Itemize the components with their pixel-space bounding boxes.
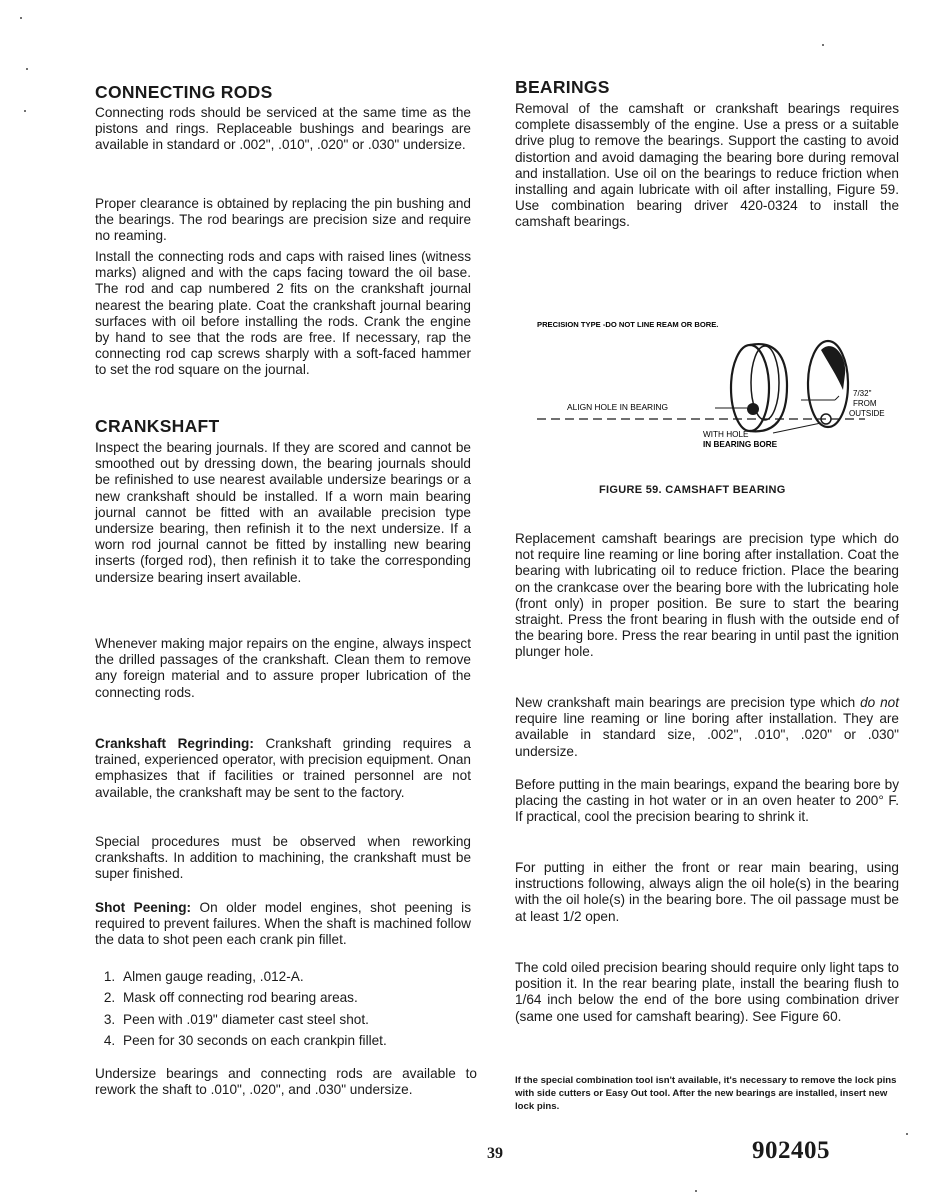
crankshaft-closing-para: Undersize bearings and connecting rods are available to rework the shaft to .010", .020", and .030" undersize. (95, 1066, 477, 1098)
crankshaft-para-1: Inspect the bearing journals. If they are scored and cannot be smoothed out by dressing down, the bearing journals should be refinished to use nearest available undersize bearings or a new crankshaft should be installed. If a worn main bearing journal cannot be fitted with an available precision type undersize bearing, then refinish it to the next undersize. If a worn rod journal cannot be fitted by installing new bearing inserts (forged rod), then refinish it to take the corresponding undersize bearing insert available. (95, 440, 471, 585)
for-putting-para: For putting in either the front or rear main bearing, using instructions following, always align the oil hole(s) in the bearing with the oil hole(s) in the bearing bore. The oil passage must be at least 1/2 open. (515, 860, 899, 924)
connecting-rods-para-3: Install the connecting rods and caps with raised lines (witness marks) aligned and with the caps facing toward the oil base. The rod and cap numbered 2 fits on the crankshaft journal nearest the bearing plate. Coat the crankshaft journal bearing surfaces with oil before installing the rods. Crank the engine by hand to see that the rods are free. If necessary, rap the connecting rod cap screws sharply with a soft-faced hammer to set the rod square on the journal. (95, 249, 471, 378)
camshaft-bearing-illustration (535, 316, 905, 456)
dimension-arrow (835, 396, 839, 400)
list-item: 4. Peen for 30 seconds on each crankpin fillet. (119, 1030, 471, 1051)
regrinding-label: Crankshaft Regrinding: (95, 736, 254, 751)
connecting-rods-heading: CONNECTING RODS (95, 82, 273, 102)
scan-speck (24, 110, 26, 112)
list-item: 1. Almen gauge reading, .012-A. (119, 966, 471, 987)
dimension-label-1: 7/32" (853, 389, 872, 398)
scan-speck (906, 1133, 908, 1135)
dimension-label-2: FROM (853, 399, 877, 408)
bearing-front-ring (731, 345, 769, 431)
align-hole-label: ALIGN HOLE IN BEARING (567, 402, 668, 412)
bearings-heading: BEARINGS (515, 77, 610, 97)
new-crankshaft-para (515, 695, 899, 760)
figure-59 (535, 316, 905, 456)
figure-top-label: PRECISION TYPE -DO NOT LINE REAM OR BORE. (537, 320, 719, 329)
connecting-rods-para-1: Connecting rods should be serviced at the same time as the pistons and rings. Replaceable bushings and bearings are available in standard or .002", .010", .020" or .030" undersize. (95, 105, 471, 153)
before-putting-para: Before putting in the main bearings, expand the bearing bore by placing the casting in hot water or in an oven heater to 200° F. If practical, cool the precision bearing to shrink it. (515, 777, 899, 825)
shot-peening-steps (95, 966, 471, 1051)
new-crankshaft-text-1: New crankshaft main bearings are precision type which (515, 695, 861, 710)
replacement-camshaft-para: Replacement camshaft bearings are precision type which do not require line reaming or line boring after installation. Coat the bearing with lubricating oil to reduce friction. Place the bearing on the crankcase over the bearing bore with the lubricating hole (front only) in proper position. Be sure to start the bearing straight. Press the front bearing in flush with the outside end of the bearing bore. Press the rear bearing in until past the ignition plunger hole. (515, 531, 899, 660)
crankshaft-regrinding-para (95, 736, 471, 801)
with-hole-label-1: WITH HOLE (703, 430, 749, 439)
bearing-oil-hole (747, 403, 759, 415)
new-crankshaft-text-2: require line reaming or line boring after installation. They are available in standard size, .002", .010", .020" or .030" undersize. (515, 711, 899, 759)
regrinding-text: Crankshaft grinding requires a trained, experienced operator, with precision equipment. Onan emphasizes that if facilities or trained personnel are not available, the crankshaft may be sent to the factory. (95, 736, 471, 800)
peening-label: Shot Peening: (95, 900, 192, 915)
figure-59-caption: FIGURE 59. CAMSHAFT BEARING (599, 484, 786, 496)
scan-speck (26, 68, 28, 70)
cold-oiled-para: The cold oiled precision bearing should require only light taps to position it. In the rear bearing plate, install the bearing flush to 1/64 inch below the end of the bore using combination driver (same one used for camshaft bearing). See Figure 60. (515, 960, 899, 1024)
shot-peening-para (95, 900, 471, 949)
list-item: 2. Mask off connecting rod bearing areas. (119, 987, 471, 1008)
document-number: 902405 (752, 1137, 830, 1164)
scan-speck (20, 17, 22, 19)
page-number: 39 (487, 1145, 503, 1162)
crankshaft-para-2: Whenever making major repairs on the engine, always inspect the drilled passages of the crankshaft. Clean them to remove any foreign material and to assure proper lubrication of the connecting rods. (95, 636, 471, 700)
connecting-rods-para-2: Proper clearance is obtained by replacing the pin bushing and the bearings. The rod bearings are precision size and require no reaming. (95, 196, 471, 244)
crankshaft-special-para: Special procedures must be observed when reworking crankshafts. In addition to machining, the crankshaft must be super finished. (95, 834, 471, 882)
dimension-label-3: OUTSIDE (849, 409, 885, 418)
crankshaft-heading: CRANKSHAFT (95, 416, 220, 436)
list-item: 3. Peen with .019" diameter cast steel shot. (119, 1009, 471, 1030)
peening-text: On older model engines, shot peening is required to prevent failures. When the shaft is machined follow the data to shot peen each crank pin fillet. (95, 900, 471, 948)
scan-speck (695, 1190, 697, 1192)
lock-pins-note: If the special combination tool isn't available, it's necessary to remove the lock pins with side cutters or Easy Out tool. After the new bearings are installed, insert new lock pins. (515, 1075, 897, 1112)
with-hole-leader-line (773, 423, 821, 433)
with-hole-label-2: IN BEARING BORE (703, 440, 778, 449)
scan-speck (822, 44, 824, 46)
bearings-para-1: Removal of the camshaft or crankshaft bearings requires complete disassembly of the engine. Use a press or a suitable drive plug to remove the bearings. Support the casting to avoid distortion and avoid damaging the bearing bore during removal and installation. Use oil on the bearings to reduce friction when installing and again lubricate with oil after installing, Figure 59. Use combination bearing driver 420-0324 to install the camshaft bearings. (515, 101, 899, 230)
new-crankshaft-emphasis: do not (860, 695, 899, 710)
